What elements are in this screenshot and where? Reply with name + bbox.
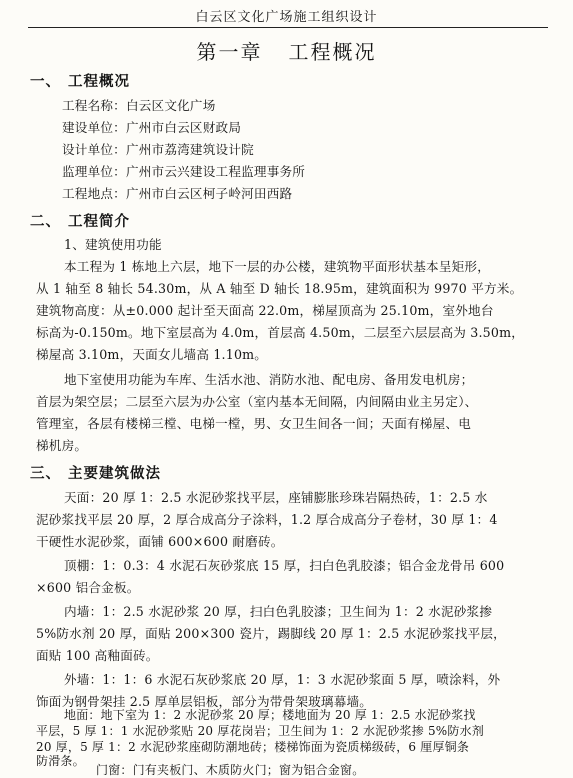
ceiling-spec-line: 顶棚：1：0.3：4 水泥石灰砂浆底 15 厚，扫白色乳胶漆；铝合金龙骨吊 600 [64, 558, 505, 573]
paragraph-line: 建筑物高度：从±0.000 起计至天面高 22.0m，梯屋顶高为 25.10m，室外地台 [36, 303, 494, 318]
supervisor-line: 监理单位：广州市云兴建设工程监理事务所 [62, 164, 306, 179]
location-line: 工程地点：广州市白云区柯子岭河田西路 [62, 186, 293, 201]
floor-spec-line: 平层，5 厚 1：1 水泥砂浆贴 20 厚花岗岩；卫生间为 1：2 水泥砂浆掺 5%防水剂 [36, 724, 484, 738]
ceiling-spec-line: ×600 铝合金板。 [36, 580, 140, 595]
section-heading-intro [30, 210, 130, 231]
roof-spec-line: 泥砂浆找平层 20 厚，2 厚合成高分子涂料，1.2 厚合成高分子卷材，30 厚 1：4 [36, 512, 498, 527]
inner-wall-spec-line: 内墙：1：2.5 水泥砂浆 20 厚，扫白色乳胶漆；卫生间为 1：2 水泥砂浆掺 [64, 604, 493, 619]
doors-windows-line: 门窗：门有夹板门、木质防火门；窗为铝合金窗。 [96, 763, 365, 777]
client-line: 建设单位：广州市白云区财政局 [62, 120, 242, 135]
roof-spec-line: 天面：20 厚 1：2.5 水泥砂浆找平层，座铺膨胀珍珠岩隔热砖，1：2.5 水 [64, 490, 488, 505]
paragraph-line: 从 1 轴至 8 轴长 54.30m，从 A 轴至 D 轴长 18.95m，建筑面积为 9970 平方米。 [36, 281, 523, 296]
section-number: 三、 [30, 466, 61, 482]
chapter-title [0, 36, 573, 65]
section-title: 工程简介 [68, 214, 130, 230]
section-heading-overview [30, 70, 130, 91]
outer-wall-spec-line: 饰面为钢骨架挂 2.5 厚单层铝板，部分为带骨架玻璃幕墙。 [36, 694, 373, 709]
outer-wall-spec-line: 外墙：1：1：6 水泥石灰砂浆底 20 厚，1：3 水泥砂浆面 5 厚，喷涂料，外 [64, 672, 501, 687]
header-rule [28, 27, 548, 28]
roof-spec-line: 干硬性水泥砂浆，面铺 600×600 耐磨砖。 [36, 534, 284, 549]
section-title: 主要建筑做法 [68, 466, 161, 482]
paragraph-line: 梯屋高 3.10m，天面女儿墙高 1.10m。 [36, 347, 268, 362]
running-header: 白云区文化广场施工组织设计 [195, 10, 378, 25]
paragraph-line: 管理室，各层有楼梯三樘、电梯一樘，男、女卫生间各一间；天面有梯屋、电 [36, 416, 471, 431]
subsection-title: 1、建筑使用功能 [64, 237, 162, 252]
paragraph-line: 地下室使用功能为车库、生活水池、消防水池、配电房、备用发电机房； [64, 372, 474, 387]
section-title: 工程概况 [68, 74, 130, 90]
inner-wall-spec-line: 面贴 100 高釉面砖。 [36, 648, 159, 663]
designer-line: 设计单位：广州市荔湾建筑设计院 [62, 142, 254, 157]
chapter-name: 工程概况 [288, 40, 377, 64]
paragraph-line: 本工程为 1 栋地上六层，地下一层的办公楼，建筑物平面形状基本呈矩形， [64, 259, 491, 274]
project-name-line: 工程名称：白云区文化广场 [62, 98, 216, 113]
inner-wall-spec-line: 5%防水剂 20 厚，面贴 200×300 瓷片，踢脚线 20 厚 1：2.5 水泥砂浆找平层， [36, 626, 506, 641]
floor-spec-line: 防滑条。 [36, 754, 85, 768]
paragraph-line: 梯机房。 [36, 438, 88, 453]
chapter-number: 第一章 [196, 40, 263, 64]
section-number: 二、 [30, 214, 61, 230]
paragraph-line: 首层为架空层；二层至六层为办公室（室内基本无间隔，内间隔由业主另定）、 [36, 394, 478, 409]
section-heading-construction [30, 462, 161, 483]
section-number: 一、 [30, 74, 61, 90]
paragraph-line: 标高为-0.150m。地下室层高为 4.0m，首层高 4.50m，二层至六层层高为 3.50m， [36, 325, 525, 340]
floor-spec-line: 20 厚，5 厚 1：2 水泥砂浆座砌防潮地砖；楼梯饰面为瓷质梯级砖，6 厘厚铜条 [36, 740, 470, 754]
floor-spec-line: 地面：地下室为 1：2 水泥砂浆 20 厚；楼地面为 20 厚 1：2.5 水泥砂浆找 [64, 708, 476, 722]
